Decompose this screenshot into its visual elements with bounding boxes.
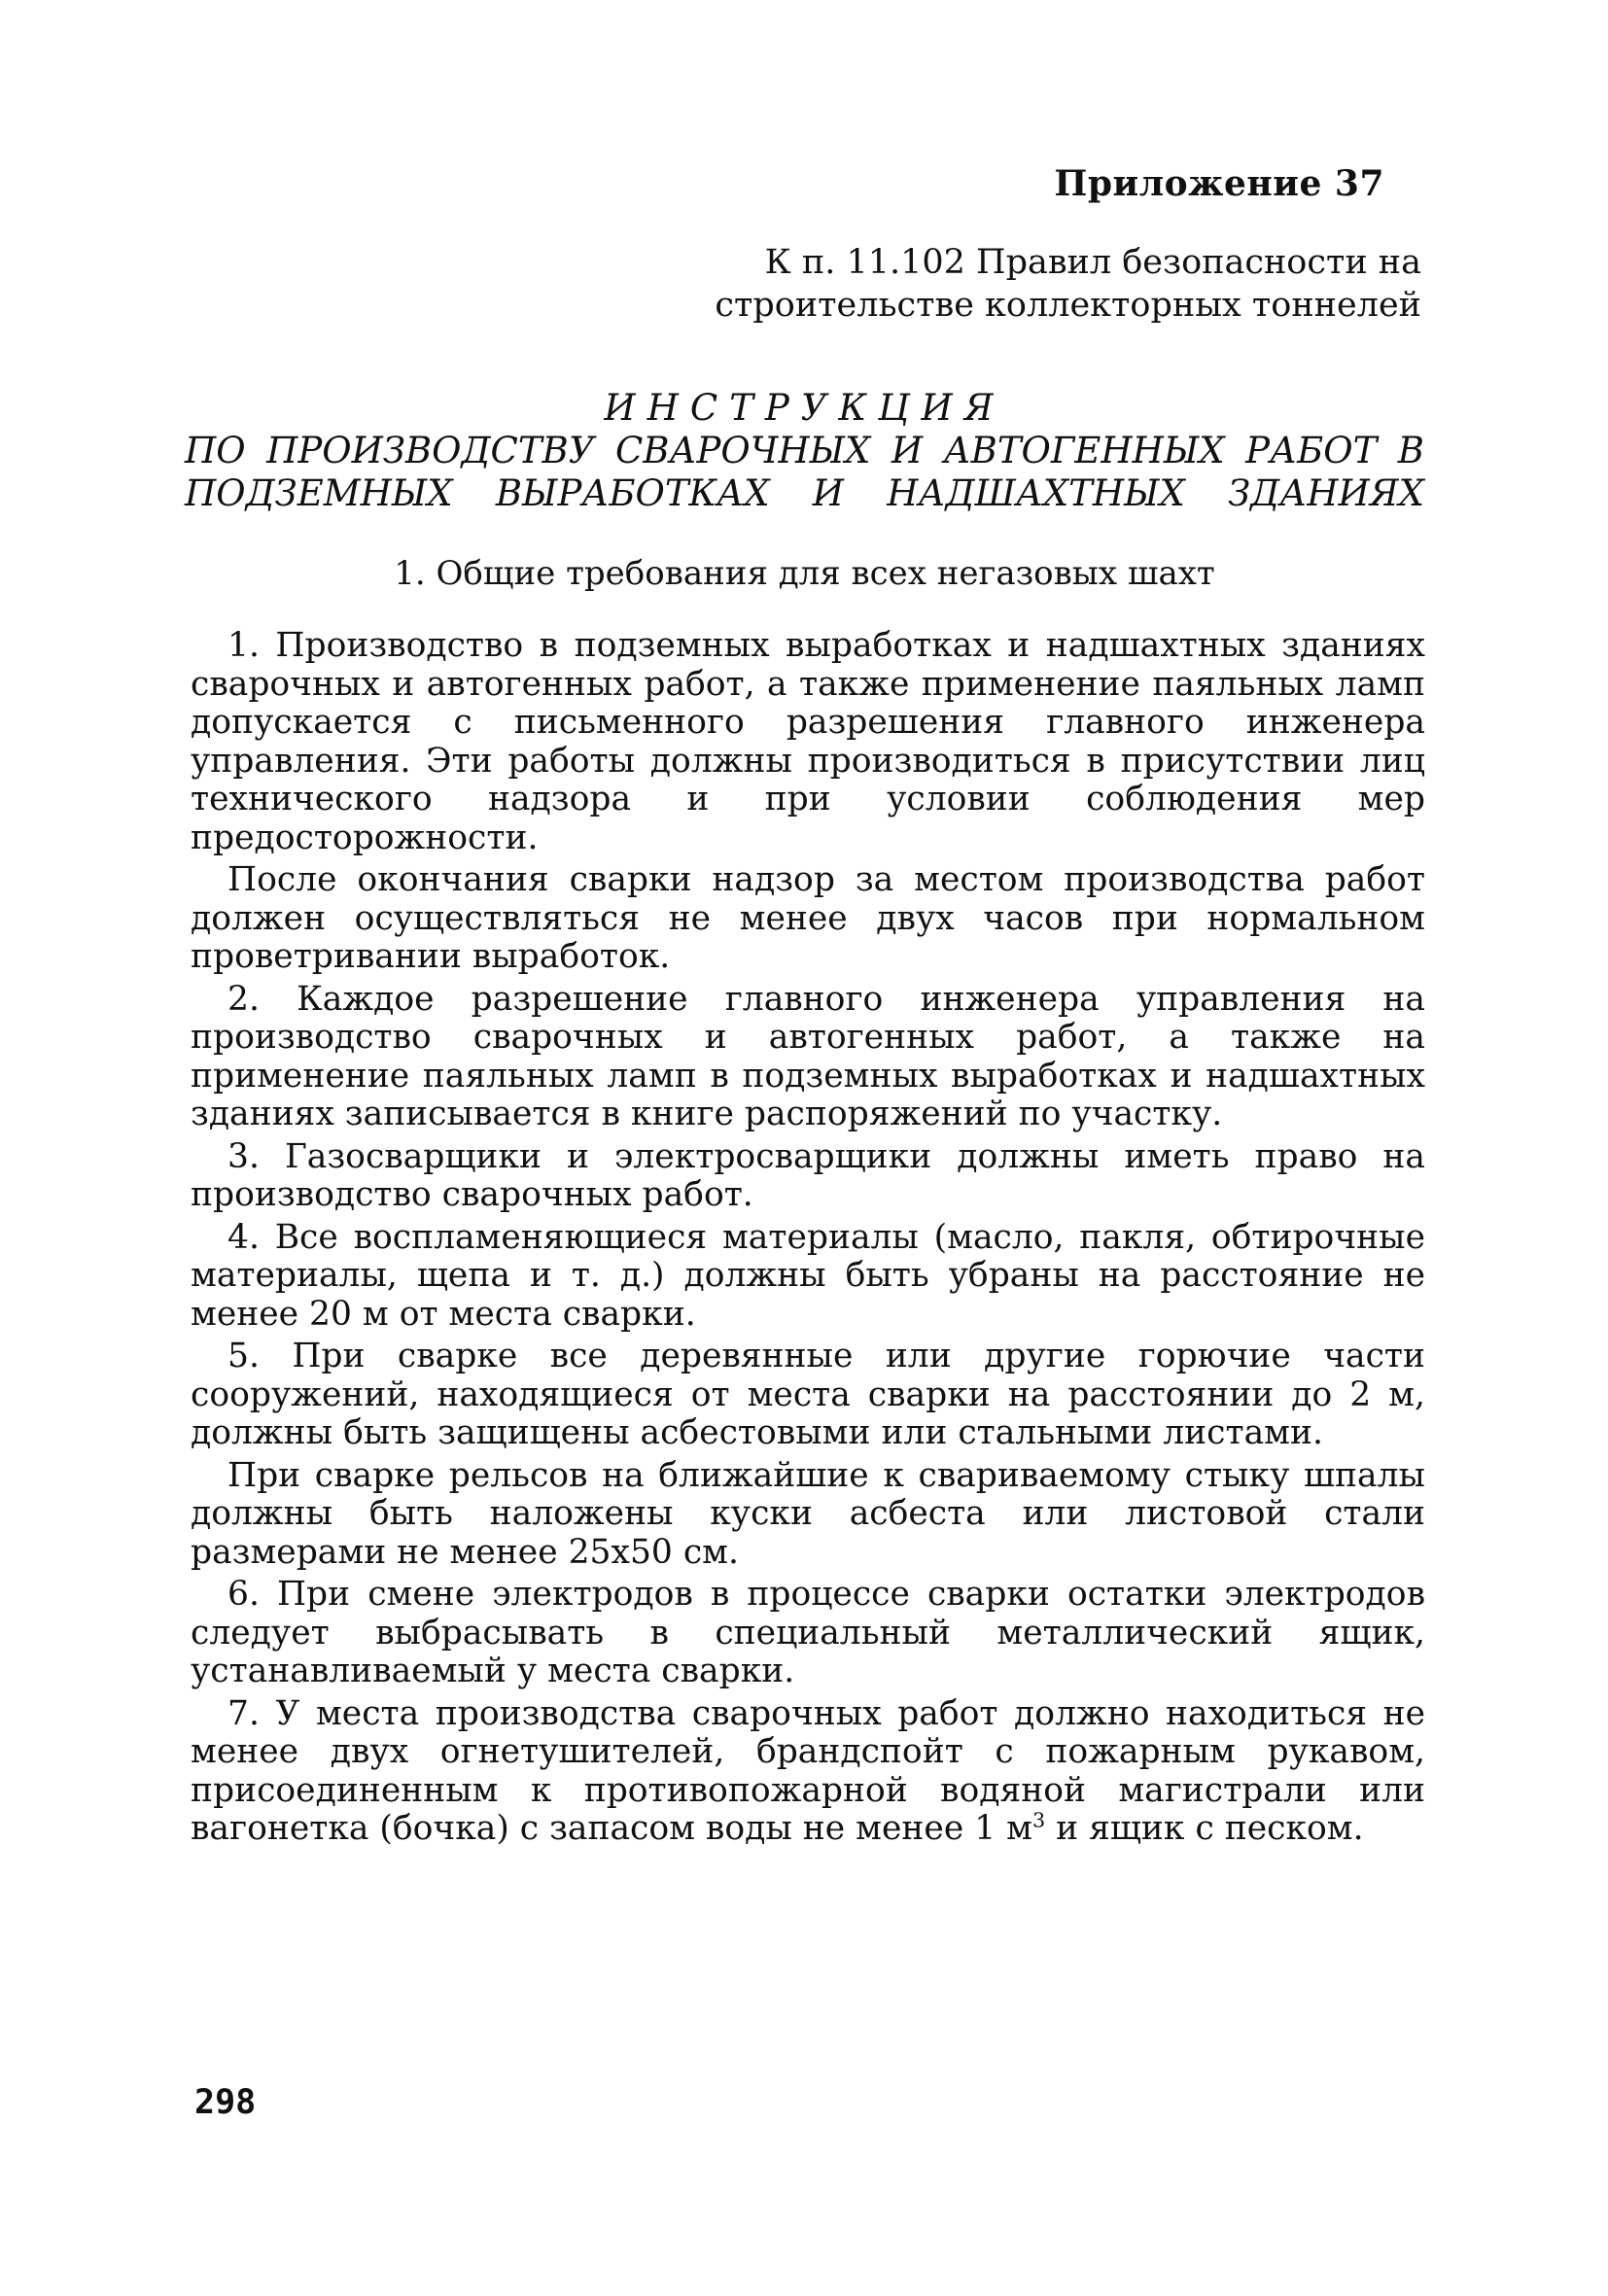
paragraph-6: 6. При смене электродов в процессе сварки остатки электродов следует выбрасывать в специальный металлический ящик, устанавливаемый у места сварки. [191, 1575, 1425, 1690]
paragraph-5-continued: При сварке рельсов на ближайшие к свариваемому стыку шпалы должны быть наложены куски асбеста или листовой стали размерами не менее 25х50 см. [191, 1455, 1425, 1572]
paragraph-1: 1. Производство в подземных выработках и надшахтных зданиях сварочных и автогенных работ, а также применение паяльных ламп допускается с письменного разрешения главного инженера управления. Эти работы должны производиться в присутствии лиц технического надзора и при условии соблюдения мер предосторожности. [191, 626, 1425, 857]
cubic-superscript: 3 [1031, 1808, 1046, 1832]
document-title [185, 387, 1424, 515]
reference-line-1: К п. 11.102 Правил безопасности на [764, 243, 1421, 282]
paragraph-7 [191, 1695, 1425, 1849]
title-line-1: ИНСТРУКЦИЯ [604, 387, 1005, 429]
body-text [191, 627, 1425, 1849]
paragraph-5: 5. При сварке все деревянные или другие горючие части сооружений, находящиеся от места сварки на расстоянии до 2 м, должны быть защищены асбестовыми или стальными листами. [191, 1337, 1425, 1452]
paragraph-7-text: 7. У места производства сварочных работ должно находиться не менее двух огнетушителей, брандспойт с пожарным рукавом, присоединенным к противопожарной водяной магистрали или вагонетка (бочка) с запасом воды не менее 1 м [191, 1693, 1425, 1848]
appendix-label: Приложение 37 [1054, 163, 1384, 204]
page-number: 298 [194, 2083, 257, 2122]
reference-line-2: строительстве коллекторных тоннелей [715, 286, 1421, 325]
paragraph-7-end: и ящик с песком. [1045, 1809, 1364, 1848]
paragraph-2: 2. Каждое разрешение главного инженера управления на производство сварочных и автогенных работ, а также на применение паяльных ламп в подземных выработках и надшахтных зданиях записывается в книге распоряжений по участку. [191, 979, 1425, 1133]
paragraph-3: 3. Газосварщики и электросварщики должны иметь право на производство сварочных работ. [191, 1136, 1425, 1214]
paragraph-4: 4. Все воспламеняющиеся материалы (масло, пакля, обтирочные материалы, щепа и т. д.) должны быть убраны на расстояние не менее 20 м от места сварки. [191, 1217, 1425, 1334]
reference-note [546, 241, 1421, 327]
section-heading: 1. Общие требования для всех негазовых шахт [394, 554, 1215, 593]
title-line-3: ПОДЗЕМНЫХ ВЫРАБОТКАХ И НАДШАХТНЫХ ЗДАНИЯХ [185, 472, 1424, 514]
title-line-2: ПО ПРОИЗВОДСТВУ СВАРОЧНЫХ И АВТОГЕННЫХ РАБОТ В [185, 430, 1424, 471]
paragraph-1-continued: После окончания сварки надзор за местом производства работ должен осуществляться не менее двух часов при нормальном проветривании выработок. [191, 860, 1425, 976]
